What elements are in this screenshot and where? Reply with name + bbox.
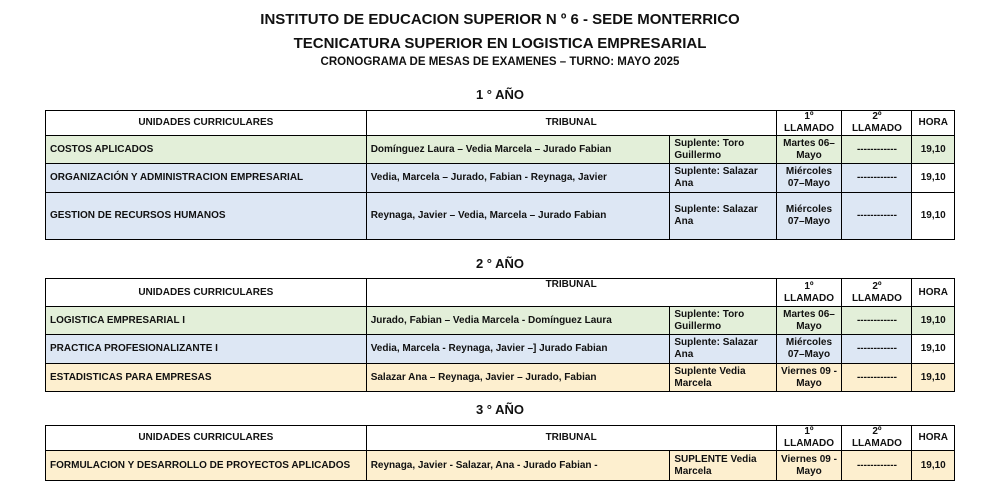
llamado2-cell: ------------ — [842, 136, 912, 164]
hora-cell: 19,10 — [912, 364, 955, 392]
col-hora: HORA — [912, 426, 955, 451]
llamado1-cell: Miércoles 07–Mayo — [776, 335, 842, 364]
llamado1-cell: Martes 06–Mayo — [776, 136, 842, 164]
col-llamado2: 2º LLAMADO — [842, 111, 912, 136]
hora-cell: 19,10 — [912, 335, 955, 364]
llamado2-cell: ------------ — [842, 164, 912, 193]
llamado2-cell: ------------ — [842, 193, 912, 240]
year-1-table — [45, 110, 955, 240]
table-row — [46, 335, 955, 364]
col-llamado1: 1º LLAMADO — [776, 279, 842, 307]
tribunal-cell: Jurado, Fabian – Vedia Marcela - Domínguez Laura — [366, 307, 670, 335]
col-unidades: UNIDADES CURRICULARES — [46, 279, 367, 307]
subject-cell: GESTION DE RECURSOS HUMANOS — [46, 193, 367, 240]
col-llamado1: 1º LLAMADO — [776, 426, 842, 451]
llamado2-cell: ------------ — [842, 364, 912, 392]
suplente-cell: SUPLENTE Vedia Marcela — [670, 451, 776, 481]
llamado1-cell: Martes 06–Mayo — [776, 307, 842, 335]
year-3-title: 3 ° AÑO — [475, 402, 525, 417]
year-1-title: 1 ° AÑO — [475, 87, 525, 102]
table-row — [46, 193, 955, 240]
header-row — [46, 111, 955, 136]
col-unidades: UNIDADES CURRICULARES — [46, 426, 367, 451]
tribunal-cell: Vedia, Marcela – Jurado, Fabian - Reynaga, Javier — [366, 164, 670, 193]
year-2-table — [45, 278, 955, 392]
col-hora: HORA — [912, 111, 955, 136]
suplente-cell: Suplente: Toro Guillermo — [670, 136, 776, 164]
llamado2-cell: ------------ — [842, 307, 912, 335]
llamado2-cell: ------------ — [842, 335, 912, 364]
tribunal-cell: Vedia, Marcela - Reynaga, Javier –] Jurado Fabian — [366, 335, 670, 364]
table-row — [46, 164, 955, 193]
hora-cell: 19,10 — [912, 136, 955, 164]
header-row — [46, 279, 955, 307]
subject-cell: ORGANIZACIÓN Y ADMINISTRACION EMPRESARIAL — [46, 164, 367, 193]
suplente-cell: Suplente: Toro Guillermo — [670, 307, 776, 335]
subject-cell: PRACTICA PROFESIONALIZANTE I — [46, 335, 367, 364]
table-row — [46, 136, 955, 164]
col-llamado2: 2º LLAMADO — [842, 279, 912, 307]
llamado1-cell: Miércoles 07–Mayo — [776, 164, 842, 193]
hora-cell: 19,10 — [912, 307, 955, 335]
tribunal-cell: Salazar Ana – Reynaga, Javier – Jurado, Fabian — [366, 364, 670, 392]
col-hora: HORA — [912, 279, 955, 307]
col-llamado1: 1º LLAMADO — [776, 111, 842, 136]
col-tribunal: TRIBUNAL — [366, 426, 776, 451]
llamado2-cell: ------------ — [842, 451, 912, 481]
col-tribunal: TRIBUNAL — [366, 111, 776, 136]
col-tribunal: TRIBUNAL — [366, 279, 776, 307]
suplente-cell: Suplente: Salazar Ana — [670, 164, 776, 193]
hora-cell: 19,10 — [912, 451, 955, 481]
subject-cell: ESTADISTICAS PARA EMPRESAS — [46, 364, 367, 392]
program-title: TECNICATURA SUPERIOR EN LOGISTICA EMPRESARIAL — [293, 35, 707, 52]
hora-cell: 19,10 — [912, 164, 955, 193]
table-row — [46, 451, 955, 481]
col-unidades: UNIDADES CURRICULARES — [46, 111, 367, 136]
header-row — [46, 426, 955, 451]
tribunal-cell: Reynaga, Javier – Vedia, Marcela – Jurado Fabian — [366, 193, 670, 240]
institute-title: INSTITUTO DE EDUCACION SUPERIOR N º 6 - SEDE MONTERRICO — [260, 11, 740, 28]
suplente-cell: Suplente Vedia Marcela — [670, 364, 776, 392]
suplente-cell: Suplente: Salazar Ana — [670, 335, 776, 364]
table-row — [46, 307, 955, 335]
llamado1-cell: Viernes 09 -Mayo — [776, 451, 842, 481]
tribunal-cell: Reynaga, Javier - Salazar, Ana - Jurado Fabian - — [366, 451, 670, 481]
tribunal-cell: Domínguez Laura – Vedia Marcela – Jurado Fabian — [366, 136, 670, 164]
schedule-title: CRONOGRAMA DE MESAS DE EXAMENES – TURNO: MAYO 2025 — [320, 56, 680, 68]
table-row — [46, 364, 955, 392]
hora-cell: 19,10 — [912, 193, 955, 240]
year-3-table — [45, 425, 955, 481]
col-llamado2: 2º LLAMADO — [842, 426, 912, 451]
year-2-title: 2 ° AÑO — [475, 256, 525, 271]
llamado1-cell: Viernes 09 -Mayo — [776, 364, 842, 392]
suplente-cell: Suplente: Salazar Ana — [670, 193, 776, 240]
subject-cell: LOGISTICA EMPRESARIAL I — [46, 307, 367, 335]
subject-cell: COSTOS APLICADOS — [46, 136, 367, 164]
llamado1-cell: Miércoles 07–Mayo — [776, 193, 842, 240]
subject-cell: FORMULACION Y DESARROLLO DE PROYECTOS APLICADOS — [46, 451, 367, 481]
